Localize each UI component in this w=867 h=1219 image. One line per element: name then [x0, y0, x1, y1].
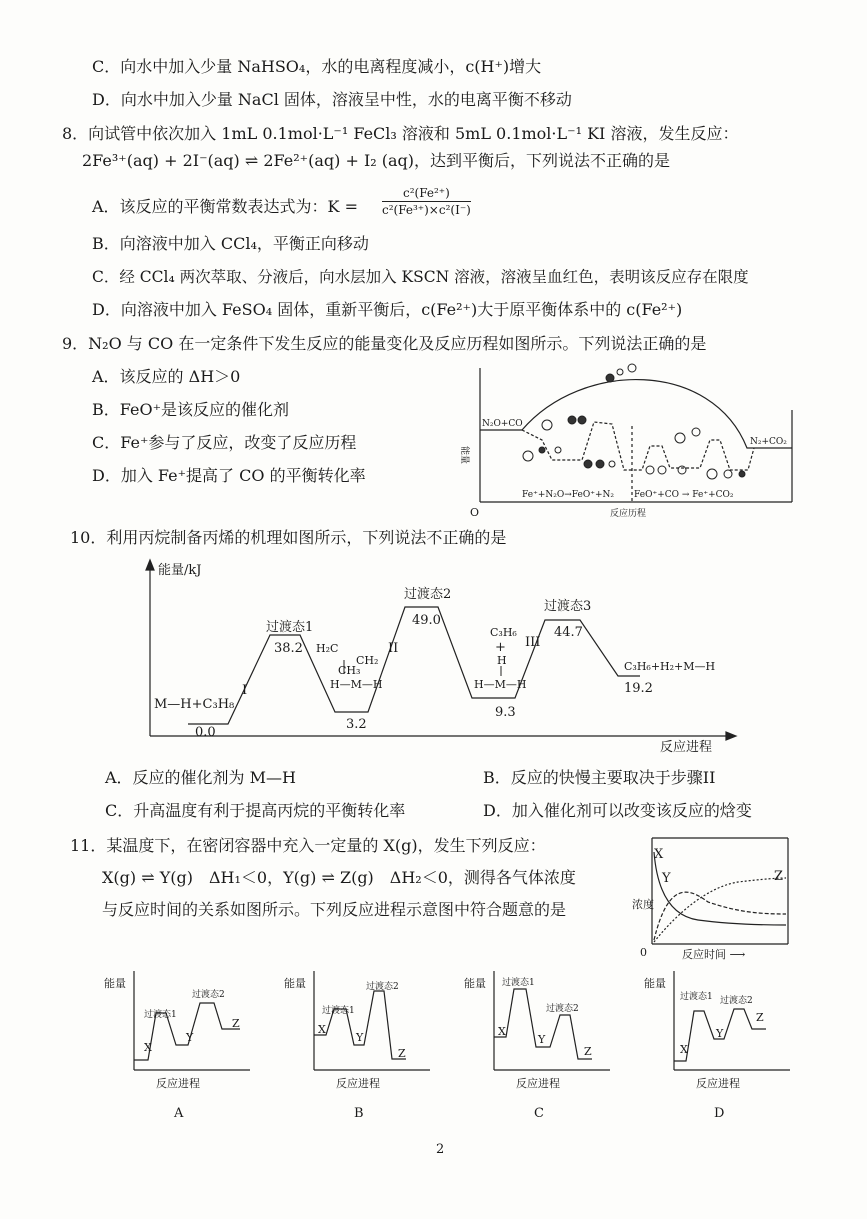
q10-ts2: 过渡态2 — [404, 587, 452, 602]
q10-step3: III — [525, 635, 541, 650]
q8-option-b: B．向溶液中加入 CCl₄，平衡正向移动 — [92, 234, 369, 253]
q11-c-y: Y — [538, 1033, 546, 1046]
q8-option-a-prefix: A．该反应的平衡常数表达式为：K = — [92, 197, 359, 216]
q10-int1-mid-left: H₂C — [316, 642, 339, 655]
q11-diagram-d — [644, 971, 790, 1121]
q10-int2-top: C₃H₆ — [490, 626, 517, 639]
q11-a-ts1: 过渡态1 — [144, 1010, 177, 1020]
q9-option-b: B．FeO⁺是该反应的催化剂 — [92, 400, 290, 419]
q8-option-a — [92, 197, 358, 217]
q11-b-ts2: 过渡态2 — [366, 982, 399, 992]
q11-z-curve — [654, 878, 786, 942]
q11-a-z: Z — [232, 1017, 240, 1030]
q8-stem-line1: 8．向试管中依次加入 1mL 0.1mol·L⁻¹ FeCl₃ 溶液和 5mL 0.1mol·L⁻¹ KI 溶液，发生反应： — [62, 124, 739, 143]
q11-a-y: Y — [186, 1031, 194, 1044]
q9-catalyzed-path — [522, 422, 754, 470]
q11-origin: 0 — [640, 946, 647, 959]
q10-option-b: B．反应的快慢主要取决于步骤II — [483, 768, 716, 787]
q11-c-z: Z — [584, 1045, 592, 1058]
q11-d-letter: D — [714, 1106, 725, 1121]
q10-option-c: C．升高温度有利于提高丙烷的平衡转化率 — [105, 801, 406, 820]
q11-c-x: X — [498, 1025, 506, 1038]
q11-a-ts2: 过渡态2 — [192, 990, 225, 1000]
q10-v0: 0.0 — [195, 725, 216, 740]
q11-c-xlabel: 反应进程 — [516, 1077, 560, 1090]
q9-reactants-label: N₂O+CO — [482, 419, 523, 429]
q11-a-x: X — [144, 1041, 152, 1054]
q10-stem: 10．利用丙烷制备丙烯的机理如图所示，下列说法不正确的是 — [70, 528, 507, 547]
q10-y-label: 能量/kJ — [158, 563, 202, 578]
q10-option-d: D．加入催化剂可以改变该反应的焓变 — [483, 801, 752, 820]
q11-a-xlabel: 反应进程 — [156, 1077, 200, 1090]
q11-concentration-figure — [628, 832, 798, 967]
q9-origin: O — [470, 506, 480, 519]
q11-d-y: Y — [716, 1027, 724, 1040]
q11-y-label: Y — [662, 871, 671, 886]
q9-step1: Fe⁺+N₂O→FeO⁺+N₂ — [522, 490, 615, 500]
q11-stem-line1: 11．某温度下，在密闭容器中充入一定量的 X(g)，发生下列反应： — [70, 836, 546, 855]
q10-end-label: C₃H₆+H₂+M—H — [624, 660, 716, 673]
q11-c-energy: 能量 — [464, 977, 486, 990]
q10-option-a: A．反应的催化剂为 M—H — [105, 768, 296, 787]
q10-v2: 3.2 — [346, 717, 367, 732]
q9-x-label: 反应历程 — [610, 509, 647, 519]
q11-d-z: Z — [756, 1011, 764, 1024]
q8-option-d: D．向溶液中加入 FeSO₄ 固体，重新平衡后，c(Fe²⁺)大于原平衡体系中的 c(Fe²⁺) — [92, 300, 683, 319]
q10-int1-mid-right: CH₂ — [356, 654, 379, 667]
q10-v6: 19.2 — [624, 681, 653, 696]
q11-b-energy: 能量 — [284, 977, 306, 990]
q11-d-energy: 能量 — [644, 977, 666, 990]
q8-stem-line2: 2Fe³⁺(aq) + 2I⁻(aq) ⇌ 2Fe²⁺(aq) + I₂ (aq)，达到平衡后，下列说法不正确的是 — [82, 151, 671, 170]
q11-y-curve — [654, 892, 786, 940]
q10-int2-plus: + — [495, 640, 506, 655]
q10-ts1: 过渡态1 — [266, 620, 314, 635]
q10-int1-top: CH₃ — [338, 664, 361, 677]
q9-stem: 9．N₂O 与 CO 在一定条件下发生反应的能量变化及反应历程如图所示。下列说法正确的是 — [62, 334, 707, 353]
q11-stem-line2: X(g) ⇌ Y(g) ΔH₁＜0，Y(g) ⇌ Z(g) ΔH₂＜0，测得各气体浓度 — [102, 868, 576, 887]
q9-y-label: 能量 — [459, 446, 469, 465]
q11-diagram-c — [464, 971, 610, 1121]
q11-diagram-b — [284, 971, 430, 1121]
q11-b-z: Z — [398, 1047, 406, 1060]
q11-x-axis-label: 反应时间 ⟶ — [682, 948, 746, 961]
q11-c-ts2: 过渡态2 — [546, 1004, 579, 1014]
q9-products-label: N₂+CO₂ — [750, 437, 787, 447]
q11-stem-line3: 与反应时间的关系如图所示。下列反应进程示意图中符合题意的是 — [102, 900, 567, 919]
q7-option-c: C．向水中加入少量 NaHSO₄，水的电离程度减小，c(H⁺)增大 — [92, 57, 542, 76]
q11-d-ts1: 过渡态1 — [680, 992, 713, 1002]
q9-option-c: C．Fe⁺参与了反应，改变了反应历程 — [92, 433, 357, 452]
q10-int1-bottom: H—M—H — [330, 678, 383, 691]
q11-d-xlabel: 反应进程 — [696, 1077, 740, 1090]
q8-k-denominator: c²(Fe³⁺)×c²(I⁻) — [382, 203, 471, 217]
q7-option-d: D．向水中加入少量 NaCl 固体，溶液呈中性，水的电离平衡不移动 — [92, 90, 572, 109]
q11-d-ts2: 过渡态2 — [720, 996, 753, 1006]
q8-option-c: C．经 CCl₄ 两次萃取、分液后，向水层加入 KSCN 溶液，溶液呈血红色，表明该反应存在限度 — [92, 268, 749, 286]
q11-a-energy: 能量 — [104, 977, 126, 990]
q9-step2: FeO⁺+CO → Fe⁺+CO₂ — [634, 490, 734, 500]
q11-x-label: X — [654, 847, 664, 862]
q11-b-x: X — [318, 1023, 326, 1036]
q10-step1: I — [242, 683, 248, 698]
q8-k-fraction — [382, 186, 471, 218]
q9-energy-figure — [459, 360, 807, 520]
q10-x-label: 反应进程 — [660, 740, 713, 755]
q11-b-y: Y — [356, 1031, 364, 1044]
q9-option-d: D．加入 Fe⁺提高了 CO 的平衡转化率 — [92, 466, 366, 485]
q10-int2-h: H — [497, 654, 507, 667]
q9-option-a: A．该反应的 ΔH＞0 — [92, 367, 241, 386]
q11-diagram-a — [104, 971, 250, 1121]
q10-int2-bottom: H—M—H — [474, 678, 527, 691]
q10-v3: 49.0 — [412, 613, 441, 628]
q11-y-axis-label: 浓度 — [632, 898, 654, 911]
q10-step2: II — [388, 641, 399, 656]
q10-v1: 38.2 — [274, 641, 303, 656]
q10-energy-figure — [140, 556, 740, 756]
q11-d-x: X — [680, 1043, 688, 1056]
page-number: 2 — [436, 1142, 445, 1157]
q8-k-numerator: c²(Fe²⁺) — [403, 186, 450, 200]
q11-c-letter: C — [534, 1106, 544, 1121]
q11-option-diagrams — [100, 965, 800, 1135]
q11-b-letter: B — [354, 1106, 364, 1121]
q10-v5: 44.7 — [554, 625, 583, 640]
q11-b-xlabel: 反应进程 — [336, 1077, 380, 1090]
q10-v4: 9.3 — [495, 705, 516, 720]
q11-b-ts1: 过渡态1 — [322, 1006, 355, 1016]
q11-a-letter: A — [174, 1106, 184, 1121]
q10-ts3: 过渡态3 — [544, 599, 592, 614]
q11-c-ts1: 过渡态1 — [502, 978, 535, 988]
q10-start-label: M—H+C₃H₈ — [154, 697, 235, 712]
q11-z-label: Z — [774, 869, 784, 884]
